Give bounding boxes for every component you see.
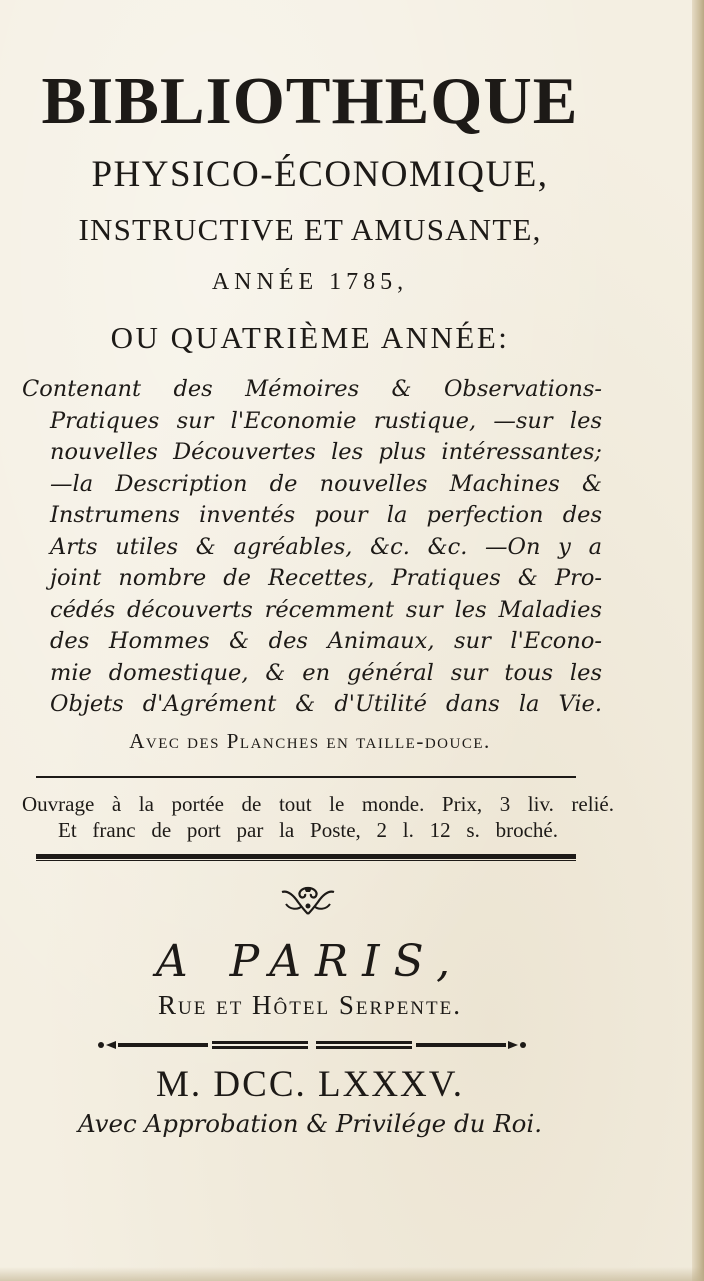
contents-line: cédés découverts récemment sur les Maladies [50,596,602,623]
edition-line: OU QUATRIÈME ANNÉE: [110,320,510,355]
imprint-address: Rue et Hôtel Serpente. [158,990,462,1020]
contents-line: Contenant des Mémoires & Observations- [22,376,602,402]
floral-fleuron-icon [276,884,340,920]
rule-thin [36,860,576,861]
imprint-date: M. DCC. LXXXV. [156,1064,464,1105]
contents-line: —la Description de nouvelles Machines & [50,470,602,497]
contents-line: Pratiques sur l'Economie rustique, —sur les [50,407,602,434]
contents-line: joint nombre de Recettes, Pratiques & Pro- [50,565,602,591]
contents-line: nouvelles Découvertes les plus intéressantes; [50,439,602,465]
rule-thick [36,854,576,859]
contents-line: Objets d'Agrément & d'Utilité dans la Vie. [50,691,602,717]
plates-line: Avec des Planches en taille-douce. [129,729,491,753]
privilege-line: Avec Approbation & Privilége du Roi. [77,1109,543,1138]
book-title: BIBLIOTHEQUE [41,64,579,138]
year-line: ANNÉE 1785, [211,269,409,295]
contents-line: Instrumens inventés pour la perfection des [50,502,602,528]
contents-description [22,374,602,721]
rule-top [36,776,576,778]
contents-line: des Hommes & des Animaux, sur l'Econo- [50,628,602,654]
ornamental-rule-icon [96,1038,528,1052]
imprint-place: A PARIS, [155,936,465,987]
price-line-2: Et franc de port par la Poste, 2 l. 12 s. broché. [58,818,558,842]
contents-line: mie domestique, & en général sur tous les [50,659,602,686]
subtitle-line-2: INSTRUCTIVE ET AMUSANTE, [78,212,542,247]
page-edge-bottom [0,1267,704,1281]
subtitle-line-1: PHYSICO-ÉCONOMIQUE, [91,154,549,195]
page-edge [692,0,704,1281]
price-line-1: Ouvrage à la portée de tout le monde. Prix, 3 liv. relié. [22,792,614,816]
contents-line: Arts utiles & agréables, &c. &c. —On y a [50,533,602,560]
